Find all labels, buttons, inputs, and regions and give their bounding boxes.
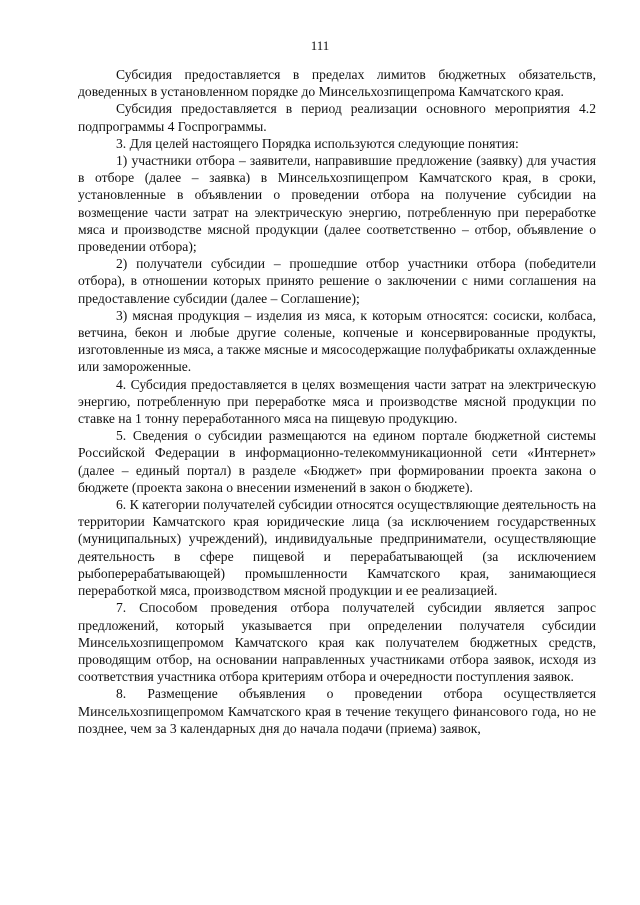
paragraph: 3. Для целей настоящего Порядка используются следующие понятия: bbox=[116, 135, 519, 151]
paragraph: 1) участники отбора – заявители, направившие предложение (заявку) для участия в отборе (далее – заявка) в Минсельхозпищепром Камчатского края, в сроки, установленные в объявлении о проведении отбора на получение субсидии на возмещение части затрат на электрическую энергию, потребленную при переработке мяса и производстве мясной продукции (далее соответственно – отбор, объявление о проведении отбора); bbox=[78, 153, 596, 255]
paragraph: 5. Сведения о субсидии размещаются на едином портале бюджетной системы Российской Федерации в информационно-телекоммуникационной сети «Интернет» (далее – единый портал) в разделе «Бюджет» при формировании проекта закона о бюджете (проекта закона о внесении изменений в закон о бюджете). bbox=[78, 428, 596, 495]
paragraph: 3) мясная продукция – изделия из мяса, к которым относятся: сосиски, колбаса, ветчина, бекон и любые другие соленые, копченые и консервированные продукты, изготовленные из мяса, а также мясные и мясосодержащие полуфабрикаты охлажденные или замороженные. bbox=[78, 307, 596, 375]
paragraph: 8. Размещение объявления о проведении отбора осуществляется Минсельхозпищепромом Камчатского края в течение текущего финансового года, но не позднее, чем за 3 календарных дня до начала подачи (приема) заявок, bbox=[78, 686, 596, 736]
page-number: 111 bbox=[310, 38, 330, 53]
paragraph: Субсидия предоставляется в период реализации основного мероприятия 4.2 подпрограммы 4 Госпрограммы. bbox=[78, 101, 596, 134]
paragraph: 6. К категории получателей субсидии относятся осуществляющие деятельность на территории Камчатского края юридические лица (за исключением государственных (муниципальных) учреждений), индивидуальные предприниматели, осуществляющие деятельность в сфере пищевой и перерабатывающей (за исключением рыбоперерабатывающей) промышленности Камчатского края, занимающиеся переработкой мяса, производством мясной продукции и ее реализацией. bbox=[78, 497, 596, 599]
paragraph: 2) получатели субсидии – прошедшие отбор участники отбора (победители отбора), в отношении которых принято решение о заключении с ними соглашения на предоставление субсидии (далее – Соглашение); bbox=[78, 256, 596, 306]
paragraph: Субсидия предоставляется в пределах лимитов бюджетных обязательств, доведенных в установленном порядке до Минсельхозпищепрома Камчатского края. bbox=[78, 67, 596, 100]
paragraph: 7. Способом проведения отбора получателей субсидии является запрос предложений, который указывается при определении получателя субсидии Минсельхозпищепромом Камчатского края как получателем бюджетных средств, проводящим отбор, на основании направленных участниками отбора заявок, исходя из соответствия участника отбора критериям отбора и очередности поступления заявок. bbox=[78, 600, 596, 685]
paragraph: 4. Субсидия предоставляется в целях возмещения части затрат на электрическую энергию, потребленную при переработке мяса и производстве мясной продукции по ставке на 1 тонну переработанного мяса на пищевую продукцию. bbox=[78, 376, 596, 427]
document-body bbox=[78, 66, 596, 737]
